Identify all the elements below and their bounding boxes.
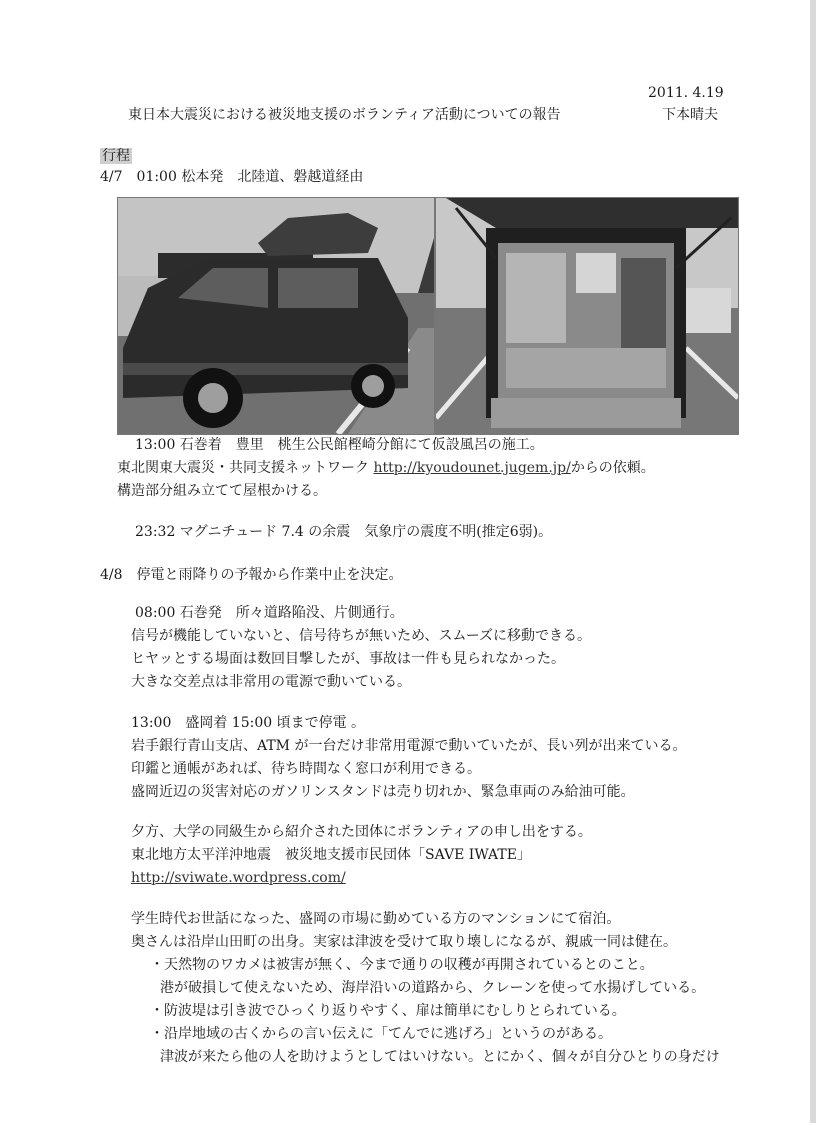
section-label: 行程 xyxy=(102,148,130,164)
van-interior-photo xyxy=(435,197,739,435)
report-title: 東日本大震災における被災地支援のボランティア活動についての報告 xyxy=(128,107,561,123)
report-author: 下本晴夫 xyxy=(662,107,718,123)
bank-line-2: 印鑑と通帳があれば、待ち時間なく窓口が利用できる。 xyxy=(131,761,481,777)
org-name: 東北地方太平洋沖地震 被災地支援市民団体「SAVE IWATE」 xyxy=(131,847,531,863)
day1-request: 東北関東大震災・共同支援ネットワーク http://kyoudounet.jugem.jp/からの依頼。 xyxy=(117,460,655,476)
day2-departure: 08:00 石巻発 所々道路陥没、片側通行。 xyxy=(135,605,404,621)
day1-roof: 構造部分組み立てて屋根かける。 xyxy=(117,483,327,499)
traffic-line-1: 信号が機能していないと、信号待ちが無いため、スムーズに移動できる。 xyxy=(131,628,592,644)
day1-aftershock: 23:32 マグニチュード 7.4 の余震 気象庁の震度不明(推定6弱)。 xyxy=(135,524,553,540)
van-exterior-photo xyxy=(117,197,435,435)
bullet-seawall: ・防波堤は引き波でひっくり返りやすく、扉は簡単にむしりとられている。 xyxy=(150,1003,626,1019)
morioka-arrival: 13:00 盛岡着 15:00 頃まで停電 。 xyxy=(131,715,366,731)
traffic-line-2: ヒヤッとする場面は数回目撃したが、事故は一件も見られなかった。 xyxy=(131,651,565,667)
traffic-line-3: 大きな交差点は非常用の電源で動いている。 xyxy=(131,674,411,690)
scan-edge-shadow xyxy=(810,0,816,1123)
gas-station-line: 盛岡近辺の災害対応のガソリンスタンドは売り切れか、緊急車両のみ給油可能。 xyxy=(131,784,635,800)
bank-line-1: 岩手銀行青山支店、ATM が一台だけ非常用電源で動いていたが、長い列が出来ている。 xyxy=(131,738,687,754)
bullet-tendenko-cont: 津波が来たら他の人を助けようとしてはいけない。とにかく、個々が自分ひとりの身だけ xyxy=(160,1049,720,1065)
bullet-wakame: ・天然物のワカメは被害が無く、今まで通りの収穫が再開されているとのこと。 xyxy=(150,957,654,973)
bullet-wakame-cont: 港が破損して使えないため、海岸沿いの道路から、クレーンを使って水揚げしている。 xyxy=(160,980,706,996)
day1-departure: 4/7 01:00 松本発 北陸道、磐越道経由 xyxy=(100,169,364,185)
lodging-line: 学生時代お世話になった、盛岡の市場に勤めている方のマンションにて宿泊。 xyxy=(131,911,621,927)
evening-volunteer: 夕方、大学の同級生から紹介された団体にボランティアの申し出をする。 xyxy=(131,824,592,840)
report-date: 2011. 4.19 xyxy=(648,85,724,101)
family-line: 奥さんは沿岸山田町の出身。実家は津波を受けて取り壊しになるが、親戚一同は健在。 xyxy=(131,934,677,950)
kyoudounet-link[interactable]: http://kyoudounet.jugem.jp/ xyxy=(373,460,571,476)
bullet-tendenko: ・沿岸地域の古くからの言い伝えに「てんでに逃げろ」というのがある。 xyxy=(150,1026,612,1042)
day2-decision: 4/8 停電と雨降りの予報から作業中止を決定。 xyxy=(100,567,403,583)
save-iwate-link[interactable]: http://sviwate.wordpress.com/ xyxy=(131,870,346,886)
day1-arrival: 13:00 石巻着 豊里 桃生公民館樫崎分館にて仮設風呂の施工。 xyxy=(135,437,544,453)
